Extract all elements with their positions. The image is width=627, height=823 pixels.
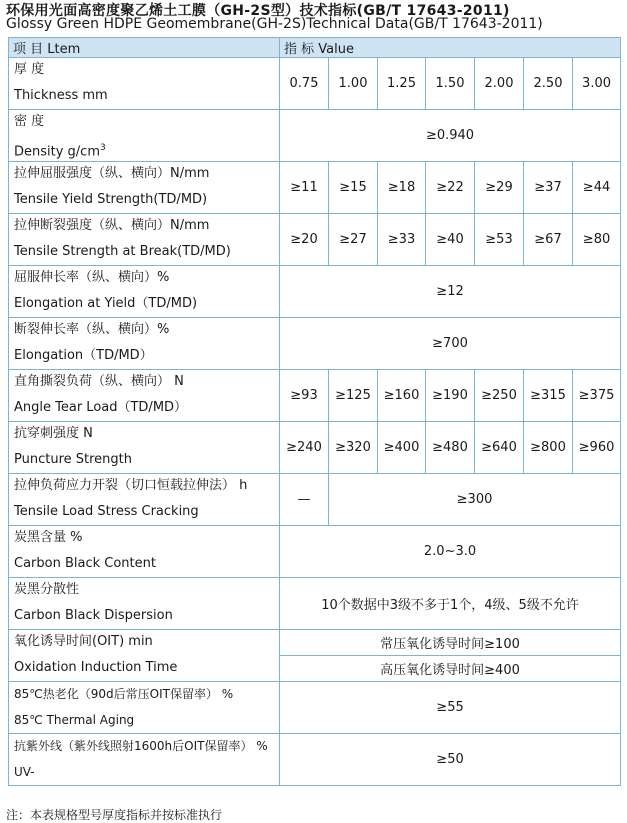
table-row-break-strength: [9, 214, 621, 266]
label-cn: 拉伸负荷应力开裂（切口恒载拉伸法） h: [14, 478, 248, 494]
label-en: Elongation at Yield（TD/MD): [14, 296, 198, 312]
value-cell: ≥250: [475, 370, 524, 422]
table-row-carbon-content: [9, 526, 621, 578]
value-cell: ≥320: [329, 422, 378, 474]
row-label: [9, 266, 280, 318]
label-en: Thickness mm: [14, 88, 108, 103]
value-cell: 2.0~3.0: [280, 526, 621, 578]
value-cell: ≥960: [573, 422, 621, 474]
label-en: Tensile Yield Strength(TD/MD): [14, 192, 208, 208]
label-cn: 氧化诱导时间(OIT) min: [14, 634, 153, 650]
value-cell: 10个数据中3级不多于1个，4级、5级不允许: [280, 578, 621, 630]
label-cn: 拉伸屈服强度（纵、横向）N/mm: [14, 166, 210, 182]
row-label: [9, 214, 280, 266]
value-cell: ≥0.940: [280, 110, 621, 162]
label-cn: 断裂伸长率（纵、横向）%: [14, 322, 170, 338]
value-cell: ≥11: [280, 162, 329, 214]
value-cell: ≥15: [329, 162, 378, 214]
value-cell: ≥315: [524, 370, 573, 422]
row-label: [9, 58, 280, 110]
value-cell: ≥800: [524, 422, 573, 474]
value-cell: ≥20: [280, 214, 329, 266]
row-label: [9, 474, 280, 526]
table-row-stress-cracking: [9, 474, 621, 526]
label-cn: 直角撕裂负荷（纵、横向） N: [14, 374, 184, 390]
table-row-elongation-break: [9, 318, 621, 370]
label-en: UV-: [14, 765, 35, 780]
value-cell: ≥37: [524, 162, 573, 214]
label-cn: 炭黑含量 %: [14, 530, 83, 546]
row-label: [9, 318, 280, 370]
value-cell: ≥67: [524, 214, 573, 266]
value-cell: ≥700: [280, 318, 621, 370]
table-header-row: [9, 38, 621, 58]
value-cell: ≥640: [475, 422, 524, 474]
table-row-yield-strength: [9, 162, 621, 214]
row-label: [9, 110, 280, 162]
label-en-text: Density g/cm: [14, 144, 100, 160]
value-cell: ≥80: [573, 214, 621, 266]
label-cn: 85℃热老化（90d后常压OIT保留率） %: [14, 687, 234, 702]
header-item: 项 目 Ltem: [9, 38, 280, 58]
row-label: [9, 162, 280, 214]
value-cell: ≥300: [329, 474, 621, 526]
label-cn: 拉伸断裂强度（纵、横向）N/mm: [14, 218, 210, 234]
value-cell: 3.00: [573, 58, 621, 110]
table-row-oit: [9, 630, 621, 656]
footer-note: 注：本表规格型号厚度指标并按标准执行: [6, 808, 223, 822]
row-label: [9, 630, 280, 682]
value-cell: ≥240: [280, 422, 329, 474]
value-cell: ≥160: [378, 370, 426, 422]
label-cn: 密 度: [14, 114, 45, 129]
label-en: Tensile Load Stress Cracking: [14, 504, 199, 520]
value-cell: ≥125: [329, 370, 378, 422]
title-chinese: 环保用光面高密度聚乙烯土工膜（GH-2S型）技术指标(GB/T 17643-2011): [6, 3, 510, 19]
label-en: Puncture Strength: [14, 452, 132, 468]
value-cell: ≥53: [475, 214, 524, 266]
label-en: Tensile Strength at Break(TD/MD): [14, 244, 231, 260]
table-row-tear-load: [9, 370, 621, 422]
row-label: [9, 734, 280, 786]
row-label: [9, 578, 280, 630]
table-row-thermal-aging: [9, 682, 621, 734]
label-cn: 抗穿刺强度 N: [14, 426, 93, 442]
label-en: Carbon Black Content: [14, 556, 156, 572]
table-row-thickness: [9, 58, 621, 110]
label-en: Carbon Black Dispersion: [14, 608, 173, 624]
header-value: 指 标 Value: [280, 38, 621, 58]
label-en: Elongation（TD/MD）: [14, 348, 153, 364]
value-cell: ≥18: [378, 162, 426, 214]
value-cell: ≥55: [280, 682, 621, 734]
row-label: [9, 526, 280, 578]
label-en: Oxidation Induction Time: [14, 660, 178, 676]
table-row-uv: [9, 734, 621, 786]
row-label: [9, 370, 280, 422]
value-cell: 1.25: [378, 58, 426, 110]
value-cell: ≥480: [426, 422, 475, 474]
label-en: 85℃ Thermal Aging: [14, 713, 135, 728]
table-row-puncture: [9, 422, 621, 474]
value-cell: ≥93: [280, 370, 329, 422]
row-label: [9, 422, 280, 474]
value-cell-dash: —: [280, 474, 329, 526]
label-en: Angle Tear Load（TD/MD）: [14, 400, 188, 416]
value-cell: 1.50: [426, 58, 475, 110]
value-cell: ≥12: [280, 266, 621, 318]
value-cell: ≥44: [573, 162, 621, 214]
table-row-density: [9, 110, 621, 162]
label-cn: 厚 度: [14, 62, 45, 77]
table-row-carbon-dispersion: [9, 578, 621, 630]
label-cn: 抗紫外线（紫外线照射1600h后OIT保留率） %: [14, 739, 268, 754]
title-english: Glossy Green HDPE Geomembrane(GH-2S)Technical Data(GB/T 17643-2011): [6, 16, 543, 32]
value-cell: ≥22: [426, 162, 475, 214]
value-cell: ≥40: [426, 214, 475, 266]
value-cell: ≥29: [475, 162, 524, 214]
row-label: [9, 682, 280, 734]
value-cell: ≥27: [329, 214, 378, 266]
value-cell: 2.00: [475, 58, 524, 110]
value-cell: 高压氧化诱导时间≥400: [280, 656, 621, 682]
value-cell: 常压氧化诱导时间≥100: [280, 630, 621, 656]
value-cell: ≥50: [280, 734, 621, 786]
value-cell: ≥375: [573, 370, 621, 422]
value-cell: ≥33: [378, 214, 426, 266]
label-cn: 屈服伸长率（纵、横向）%: [14, 270, 170, 286]
technical-data-table: [8, 37, 621, 786]
label-cn: 炭黑分散性: [14, 582, 80, 598]
value-cell: ≥400: [378, 422, 426, 474]
value-cell: 1.00: [329, 58, 378, 110]
value-cell: 0.75: [280, 58, 329, 110]
table-row-elongation-yield: [9, 266, 621, 318]
label-en-sup: 3: [100, 143, 106, 153]
value-cell: ≥190: [426, 370, 475, 422]
value-cell: 2.50: [524, 58, 573, 110]
label-en: [14, 139, 279, 161]
